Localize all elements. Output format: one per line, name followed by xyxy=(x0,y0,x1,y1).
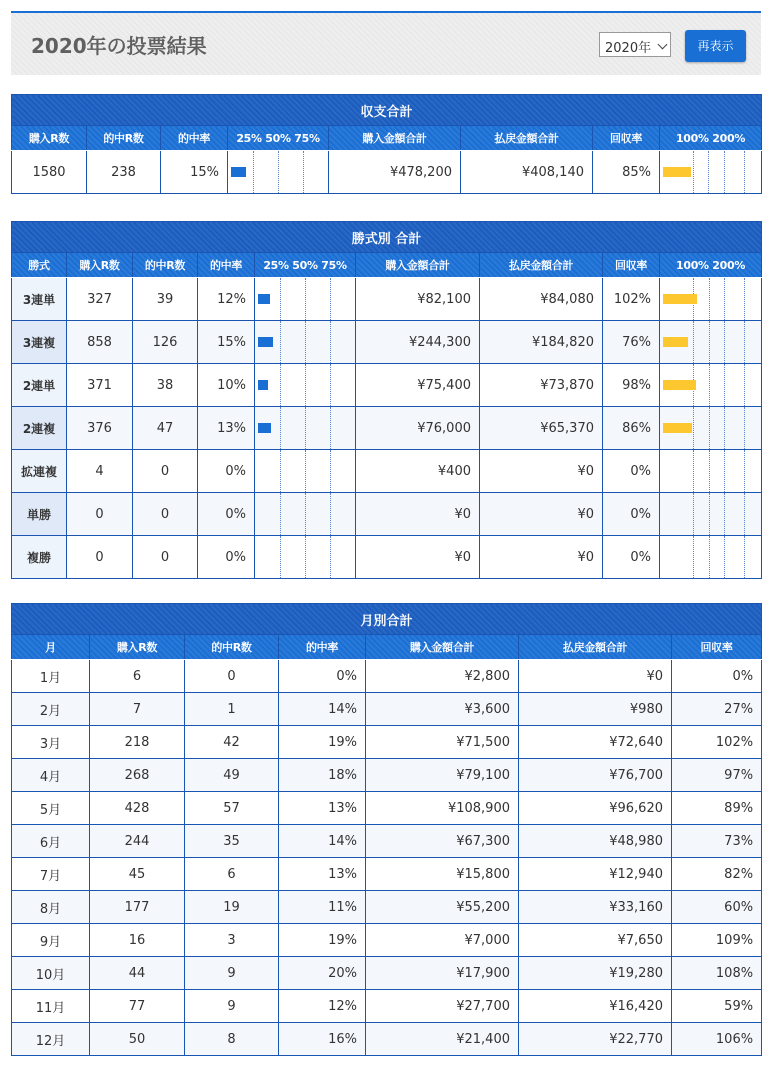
payout-amount: ¥19,280 xyxy=(519,957,672,990)
hit-rate-bar-cell xyxy=(255,278,356,321)
payout-amount: ¥22,770 xyxy=(519,1023,672,1056)
hit-count: 126 xyxy=(133,321,198,364)
purchased-count: 268 xyxy=(90,759,185,792)
hit-rate: 14% xyxy=(279,693,366,726)
purchase-amount: ¥67,300 xyxy=(366,825,519,858)
return-rate: 102% xyxy=(603,278,660,321)
payout-amount: ¥12,940 xyxy=(519,858,672,891)
hit-count: 47 xyxy=(133,407,198,450)
hit-rate: 15% xyxy=(161,151,228,194)
summary-header-row xyxy=(12,126,762,151)
column-header: 25% 50% 75% xyxy=(255,253,356,278)
hit-rate: 14% xyxy=(279,825,366,858)
return-rate: 82% xyxy=(672,858,762,891)
purchase-amount: ¥108,900 xyxy=(366,792,519,825)
return-rate: 102% xyxy=(672,726,762,759)
payout-amount: ¥980 xyxy=(519,693,672,726)
by-type-header-row xyxy=(12,253,762,278)
return-rate-bar xyxy=(663,337,688,347)
purchased-count: 1580 xyxy=(12,151,87,194)
purchase-amount: ¥82,100 xyxy=(356,278,480,321)
bet-type: 3連複 xyxy=(12,321,67,364)
hit-count: 39 xyxy=(133,278,198,321)
by-type-title: 勝式別 合計 xyxy=(12,222,762,253)
hit-count: 3 xyxy=(185,924,279,957)
hit-rate-bar-cell xyxy=(255,321,356,364)
summary-table xyxy=(11,94,762,194)
return-rate-bar-cell xyxy=(660,493,762,536)
return-rate-bar-cell xyxy=(660,364,762,407)
column-header: 的中率 xyxy=(279,635,366,660)
month-label: 8月 xyxy=(12,891,90,924)
hit-rate-bar xyxy=(258,337,273,347)
monthly-table xyxy=(11,603,762,1056)
month-row xyxy=(12,858,762,891)
return-rate-bar-cell xyxy=(660,407,762,450)
bet-type: 拡連複 xyxy=(12,450,67,493)
type-row xyxy=(12,450,762,493)
purchase-amount: ¥55,200 xyxy=(366,891,519,924)
purchase-amount: ¥21,400 xyxy=(366,1023,519,1056)
hit-count: 238 xyxy=(87,151,161,194)
month-row xyxy=(12,990,762,1023)
column-header: 払戻金額合計 xyxy=(461,126,593,151)
bet-type: 単勝 xyxy=(12,493,67,536)
purchase-amount: ¥0 xyxy=(356,536,480,579)
hit-rate-bar xyxy=(258,294,270,304)
return-rate: 0% xyxy=(672,660,762,693)
chevron-down-icon xyxy=(658,40,668,50)
payout-amount: ¥73,870 xyxy=(480,364,603,407)
column-header: 払戻金額合計 xyxy=(519,635,672,660)
column-header: 購入R数 xyxy=(67,253,133,278)
payout-amount: ¥0 xyxy=(519,660,672,693)
return-rate: 106% xyxy=(672,1023,762,1056)
return-rate: 59% xyxy=(672,990,762,1023)
hit-count: 38 xyxy=(133,364,198,407)
purchased-count: 428 xyxy=(90,792,185,825)
column-header: 購入金額合計 xyxy=(329,126,461,151)
purchase-amount: ¥0 xyxy=(356,493,480,536)
payout-amount: ¥0 xyxy=(480,536,603,579)
return-rate-bar xyxy=(663,294,697,304)
hit-rate: 13% xyxy=(279,858,366,891)
purchased-count: 16 xyxy=(90,924,185,957)
hit-rate-bar xyxy=(231,167,246,177)
hit-rate: 0% xyxy=(279,660,366,693)
type-row xyxy=(12,364,762,407)
return-rate-bar-cell xyxy=(660,536,762,579)
column-header: 的中R数 xyxy=(185,635,279,660)
purchase-amount: ¥27,700 xyxy=(366,990,519,1023)
purchase-amount: ¥71,500 xyxy=(366,726,519,759)
purchased-count: 244 xyxy=(90,825,185,858)
month-label: 9月 xyxy=(12,924,90,957)
column-header: 購入R数 xyxy=(12,126,87,151)
hit-rate-bar xyxy=(258,423,271,433)
return-rate: 76% xyxy=(603,321,660,364)
column-header: 勝式 xyxy=(12,253,67,278)
purchased-count: 177 xyxy=(90,891,185,924)
hit-rate: 0% xyxy=(198,493,255,536)
payout-amount: ¥7,650 xyxy=(519,924,672,957)
hit-rate-bar xyxy=(258,380,268,390)
return-rate: 89% xyxy=(672,792,762,825)
purchase-amount: ¥17,900 xyxy=(366,957,519,990)
purchase-amount: ¥15,800 xyxy=(366,858,519,891)
hit-rate: 12% xyxy=(279,990,366,1023)
month-row xyxy=(12,1023,762,1056)
purchased-count: 44 xyxy=(90,957,185,990)
purchased-count: 50 xyxy=(90,1023,185,1056)
hit-rate: 12% xyxy=(198,278,255,321)
column-header: 払戻金額合計 xyxy=(480,253,603,278)
hit-count: 6 xyxy=(185,858,279,891)
month-row xyxy=(12,660,762,693)
hit-rate: 13% xyxy=(279,792,366,825)
purchased-count: 858 xyxy=(67,321,133,364)
monthly-title: 月別合計 xyxy=(12,604,762,635)
monthly-header-row xyxy=(12,635,762,660)
purchased-count: 0 xyxy=(67,493,133,536)
hit-rate: 15% xyxy=(198,321,255,364)
payout-amount: ¥0 xyxy=(480,450,603,493)
purchase-amount: ¥7,000 xyxy=(366,924,519,957)
page-header xyxy=(11,11,761,75)
purchased-count: 6 xyxy=(90,660,185,693)
summary-row xyxy=(12,151,762,194)
hit-count: 1 xyxy=(185,693,279,726)
hit-rate-bar-cell xyxy=(255,407,356,450)
column-header: 的中率 xyxy=(161,126,228,151)
month-label: 3月 xyxy=(12,726,90,759)
payout-amount: ¥96,620 xyxy=(519,792,672,825)
hit-count: 35 xyxy=(185,825,279,858)
return-rate: 85% xyxy=(593,151,660,194)
hit-count: 0 xyxy=(133,450,198,493)
bet-type: 2連複 xyxy=(12,407,67,450)
bet-type: 複勝 xyxy=(12,536,67,579)
page-title: 2020年の投票結果 xyxy=(31,34,207,58)
return-rate: 108% xyxy=(672,957,762,990)
purchased-count: 77 xyxy=(90,990,185,1023)
hit-rate: 0% xyxy=(198,450,255,493)
month-label: 2月 xyxy=(12,693,90,726)
month-label: 10月 xyxy=(12,957,90,990)
payout-amount: ¥16,420 xyxy=(519,990,672,1023)
month-label: 11月 xyxy=(12,990,90,1023)
purchased-count: 376 xyxy=(67,407,133,450)
return-rate: 60% xyxy=(672,891,762,924)
column-header: 25% 50% 75% xyxy=(228,126,329,151)
return-rate: 0% xyxy=(603,493,660,536)
payout-amount: ¥408,140 xyxy=(461,151,593,194)
type-row xyxy=(12,278,762,321)
hit-count: 57 xyxy=(185,792,279,825)
column-header: 回収率 xyxy=(672,635,762,660)
hit-rate-bar-cell xyxy=(228,151,329,194)
hit-count: 19 xyxy=(185,891,279,924)
purchased-count: 4 xyxy=(67,450,133,493)
hit-count: 9 xyxy=(185,957,279,990)
hit-rate: 0% xyxy=(198,536,255,579)
hit-rate: 10% xyxy=(198,364,255,407)
month-row xyxy=(12,891,762,924)
return-rate-bar xyxy=(663,423,692,433)
hit-count: 8 xyxy=(185,1023,279,1056)
hit-count: 49 xyxy=(185,759,279,792)
purchase-amount: ¥478,200 xyxy=(329,151,461,194)
month-label: 1月 xyxy=(12,660,90,693)
return-rate: 0% xyxy=(603,450,660,493)
column-header: 月 xyxy=(12,635,90,660)
month-row xyxy=(12,924,762,957)
type-row xyxy=(12,536,762,579)
month-label: 7月 xyxy=(12,858,90,891)
hit-rate: 13% xyxy=(198,407,255,450)
hit-rate: 19% xyxy=(279,924,366,957)
hit-rate: 18% xyxy=(279,759,366,792)
type-row xyxy=(12,493,762,536)
payout-amount: ¥76,700 xyxy=(519,759,672,792)
return-rate-bar-cell xyxy=(660,450,762,493)
hit-count: 0 xyxy=(133,493,198,536)
return-rate-bar xyxy=(663,167,691,177)
purchased-count: 327 xyxy=(67,278,133,321)
month-row xyxy=(12,792,762,825)
hit-rate-bar-cell xyxy=(255,364,356,407)
hit-rate-bar-cell xyxy=(255,493,356,536)
payout-amount: ¥72,640 xyxy=(519,726,672,759)
purchase-amount: ¥3,600 xyxy=(366,693,519,726)
purchased-count: 0 xyxy=(67,536,133,579)
bet-type: 2連単 xyxy=(12,364,67,407)
summary-title: 収支合計 xyxy=(12,95,762,126)
payout-amount: ¥65,370 xyxy=(480,407,603,450)
month-label: 6月 xyxy=(12,825,90,858)
month-row xyxy=(12,693,762,726)
hit-count: 9 xyxy=(185,990,279,1023)
column-header: 100% 200% xyxy=(660,126,762,151)
payout-amount: ¥184,820 xyxy=(480,321,603,364)
type-row xyxy=(12,407,762,450)
return-rate-bar xyxy=(663,380,696,390)
column-header: 購入金額合計 xyxy=(366,635,519,660)
return-rate-bar-cell xyxy=(660,321,762,364)
column-header: 回収率 xyxy=(603,253,660,278)
hit-rate-bar-cell xyxy=(255,536,356,579)
month-label: 12月 xyxy=(12,1023,90,1056)
purchase-amount: ¥75,400 xyxy=(356,364,480,407)
hit-count: 0 xyxy=(185,660,279,693)
month-row xyxy=(12,726,762,759)
purchased-count: 218 xyxy=(90,726,185,759)
hit-count: 42 xyxy=(185,726,279,759)
column-header: 的中率 xyxy=(198,253,255,278)
payout-amount: ¥84,080 xyxy=(480,278,603,321)
bet-type: 3連単 xyxy=(12,278,67,321)
purchase-amount: ¥79,100 xyxy=(366,759,519,792)
return-rate: 0% xyxy=(603,536,660,579)
year-select-value: 2020年 xyxy=(605,41,652,56)
return-rate-bar-cell xyxy=(660,278,762,321)
type-row xyxy=(12,321,762,364)
hit-rate: 20% xyxy=(279,957,366,990)
payout-amount: ¥48,980 xyxy=(519,825,672,858)
redisplay-button[interactable]: 再表示 xyxy=(685,30,746,62)
purchase-amount: ¥76,000 xyxy=(356,407,480,450)
month-label: 4月 xyxy=(12,759,90,792)
purchase-amount: ¥2,800 xyxy=(366,660,519,693)
column-header: 的中R数 xyxy=(87,126,161,151)
hit-rate: 19% xyxy=(279,726,366,759)
hit-count: 0 xyxy=(133,536,198,579)
month-label: 5月 xyxy=(12,792,90,825)
payout-amount: ¥0 xyxy=(480,493,603,536)
return-rate-bar-cell xyxy=(660,151,762,194)
column-header: 購入金額合計 xyxy=(356,253,480,278)
year-select[interactable] xyxy=(599,32,671,57)
month-row xyxy=(12,957,762,990)
column-header: 的中R数 xyxy=(133,253,198,278)
payout-amount: ¥33,160 xyxy=(519,891,672,924)
purchased-count: 371 xyxy=(67,364,133,407)
purchase-amount: ¥400 xyxy=(356,450,480,493)
return-rate: 27% xyxy=(672,693,762,726)
column-header: 購入R数 xyxy=(90,635,185,660)
column-header: 100% 200% xyxy=(660,253,762,278)
month-row xyxy=(12,825,762,858)
return-rate: 73% xyxy=(672,825,762,858)
return-rate: 97% xyxy=(672,759,762,792)
return-rate: 86% xyxy=(603,407,660,450)
month-row xyxy=(12,759,762,792)
purchased-count: 45 xyxy=(90,858,185,891)
hit-rate-bar-cell xyxy=(255,450,356,493)
by-type-table xyxy=(11,221,762,579)
purchased-count: 7 xyxy=(90,693,185,726)
purchase-amount: ¥244,300 xyxy=(356,321,480,364)
hit-rate: 11% xyxy=(279,891,366,924)
column-header: 回収率 xyxy=(593,126,660,151)
return-rate: 109% xyxy=(672,924,762,957)
return-rate: 98% xyxy=(603,364,660,407)
hit-rate: 16% xyxy=(279,1023,366,1056)
